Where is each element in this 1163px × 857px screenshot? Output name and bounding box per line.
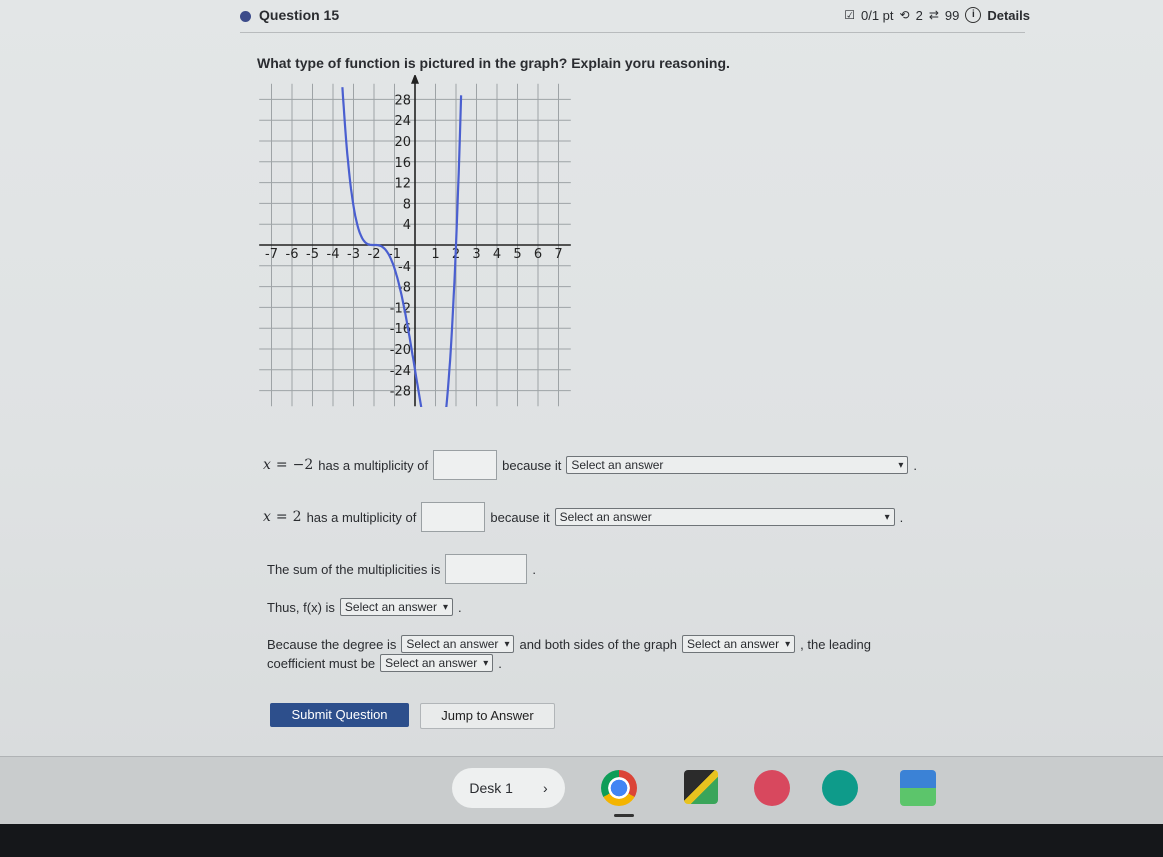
multiplicity-text: has a multiplicity of: [306, 509, 417, 525]
x-tick-label: -4: [326, 247, 340, 262]
submissions-icon: ⇄: [928, 8, 939, 22]
reason-select-neg2[interactable]: [566, 456, 908, 474]
y-tick-label: 4: [402, 218, 411, 234]
x-tick-label: -3: [347, 247, 360, 262]
x-tick-label: 4: [492, 247, 502, 262]
desk-switcher[interactable]: [452, 768, 565, 808]
degree-text: Because the degree is: [267, 636, 397, 652]
y-axis-arrow: [411, 75, 419, 84]
chrome-icon[interactable]: [601, 770, 637, 806]
select-label: Select an answer: [385, 656, 478, 670]
multiplicity-row-neg2: [263, 450, 917, 480]
y-tick-label: 8: [402, 197, 411, 213]
multiplicity-input-2[interactable]: [421, 502, 485, 532]
files-icon[interactable]: [900, 770, 936, 806]
function-graph: [255, 75, 595, 407]
points-label: 0/1 pt: [861, 7, 894, 23]
graph-axes: [259, 75, 571, 406]
x-tick-label: 6: [533, 247, 543, 262]
select-label: Select an answer: [571, 458, 664, 472]
retry-icon: ⟲: [899, 8, 910, 22]
chevron-down-icon: ▾: [442, 601, 448, 613]
header-divider: [240, 32, 1025, 33]
thus-text: Thus, f(x) is: [267, 599, 335, 615]
app-icon[interactable]: [684, 770, 718, 804]
sum-text: The sum of the multiplicities is: [267, 561, 441, 577]
function-type-select[interactable]: [340, 598, 453, 616]
root-value: 2: [292, 509, 302, 525]
chevron-down-icon: ▾: [898, 459, 904, 471]
chevron-down-icon: ▾: [884, 511, 890, 523]
submissions-count: 99: [944, 7, 960, 23]
coefficient-select[interactable]: [380, 654, 493, 672]
root-value: −2: [292, 457, 314, 473]
x-tick-label: -7: [265, 247, 278, 262]
palette-icon[interactable]: [754, 770, 790, 806]
x-tick-label: 3: [472, 247, 481, 262]
jump-to-answer-button[interactable]: Jump to Answer: [420, 703, 555, 729]
question-title: Question 15: [259, 7, 340, 23]
period: .: [498, 655, 502, 671]
question-header: [240, 4, 1030, 28]
y-tick-label: -8: [398, 280, 411, 296]
taskbar: [0, 756, 1163, 825]
period: .: [913, 457, 917, 473]
y-tick-label: 12: [394, 176, 411, 192]
period: .: [458, 599, 462, 615]
question-status-dot: [240, 11, 251, 22]
select-label: Select an answer: [406, 637, 499, 651]
end-behavior-select[interactable]: [682, 635, 795, 653]
retries-count: 2: [915, 7, 923, 23]
x-tick-label: -2: [367, 247, 381, 262]
x-tick-label: -1: [388, 247, 401, 262]
chevron-down-icon: ▾: [504, 638, 510, 650]
active-app-indicator: [614, 814, 634, 817]
submit-question-button[interactable]: Submit Question: [270, 703, 409, 727]
chevron-right-icon: ›: [542, 780, 548, 796]
thus-row: [267, 598, 462, 616]
y-tick-label: 16: [394, 155, 411, 171]
question-prompt: What type of function is pictured in the graph? Explain yoru reasoning.: [257, 55, 730, 71]
variable-x: x: [263, 509, 271, 525]
degree-row: [267, 635, 871, 653]
sum-input[interactable]: [445, 554, 527, 584]
y-tick-label: -12: [389, 301, 411, 317]
x-tick-label: 7: [554, 247, 563, 262]
x-tick-label: 5: [513, 247, 522, 262]
multiplicity-input-neg2[interactable]: [433, 450, 497, 480]
period: .: [532, 561, 537, 577]
x-tick-label: -5: [306, 247, 319, 262]
screen-bezel: [0, 824, 1163, 857]
degree-select[interactable]: [401, 635, 514, 653]
chevron-down-icon: ▾: [785, 638, 791, 650]
y-tick-label: -28: [389, 384, 411, 400]
reason-select-2[interactable]: [555, 508, 895, 526]
equals-sign: =: [275, 509, 288, 525]
sides-text: and both sides of the graph: [519, 636, 678, 652]
details-link[interactable]: Details: [987, 7, 1030, 23]
select-label: Select an answer: [687, 637, 780, 651]
select-label: Select an answer: [559, 510, 652, 524]
y-tick-label: 24: [394, 114, 411, 130]
y-tick-label: -20: [389, 343, 411, 358]
coefficient-row: [267, 654, 502, 672]
because-text: because it: [490, 509, 550, 525]
multiplicity-row-2: [263, 502, 903, 532]
y-tick-label: 20: [394, 135, 411, 150]
chevron-down-icon: ▾: [483, 657, 489, 669]
because-text: because it: [502, 457, 562, 473]
period: .: [899, 509, 904, 525]
score-icon: ☑: [844, 8, 855, 22]
multiplicity-text: has a multiplicity of: [318, 457, 429, 473]
equals-sign: =: [275, 457, 288, 473]
x-tick-label: -6: [285, 247, 299, 262]
classroom-icon[interactable]: [822, 770, 858, 806]
details-info-icon[interactable]: i: [965, 7, 981, 23]
y-tick-label: -4: [398, 259, 411, 275]
sum-row: [267, 554, 536, 584]
variable-x: x: [263, 457, 271, 473]
leading-text: , the leading: [800, 636, 871, 652]
y-tick-label: -24: [389, 363, 411, 379]
desk-label: Desk 1: [469, 780, 513, 796]
x-tick-label: 1: [431, 247, 440, 262]
select-label: Select an answer: [344, 600, 437, 614]
y-tick-label: 28: [394, 93, 411, 109]
y-tick-label: -16: [389, 322, 411, 338]
x-tick-label: 2: [451, 247, 461, 262]
coefficient-text: coefficient must be: [267, 655, 376, 671]
